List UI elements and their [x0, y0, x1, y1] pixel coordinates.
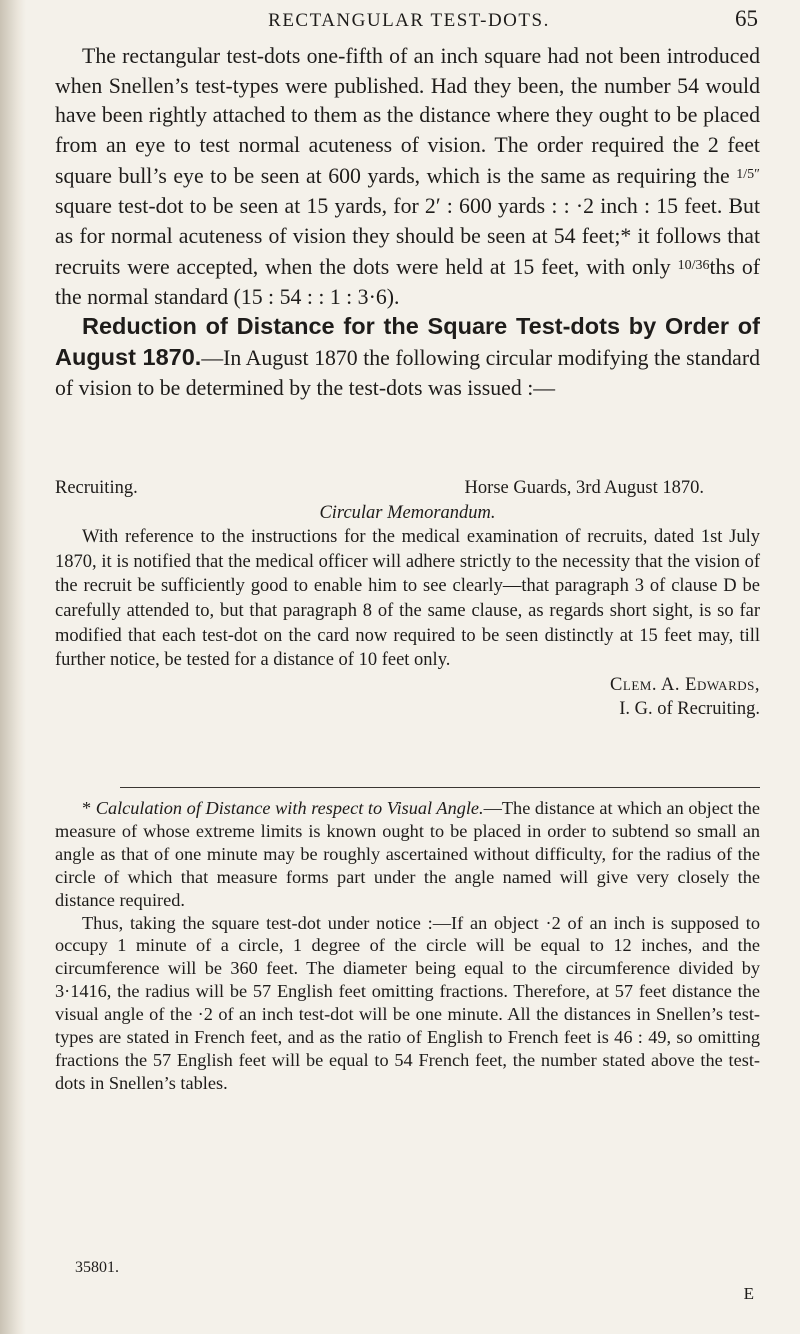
circular-memorandum — [55, 476, 760, 722]
gathering-letter: E — [743, 1284, 754, 1303]
running-head-title: RECTANGULAR TEST-DOTS. — [268, 10, 550, 31]
footnote-text-1: —The distance at which an object the measure of whose extreme limits is known ought to be placed in order to subtend so small an angle as that of one minute may be roughly ascertained without difficulty, for the radius of the circle of which that measure forms part under the angle named will give very closely the distance required. — [55, 798, 760, 910]
running-head — [60, 6, 758, 36]
para2-text: —In August 1870 the following circular modifying the standard of vision to be determined by the test-dots was issued :— — [55, 345, 760, 400]
main-text — [55, 42, 760, 403]
memo-signature-title: I. G. of Recruiting. — [619, 699, 760, 720]
printer-signature-number: 35801. — [75, 1259, 119, 1276]
fraction-fifth-inch: 1/5″ — [736, 167, 760, 183]
section-heading: Reduction of Distance for the Square Test-dots by Order of August 1870. — [55, 313, 760, 370]
footnote-marker: * — [82, 798, 96, 818]
footnote — [55, 797, 760, 1095]
page-number: 65 — [735, 6, 758, 31]
para1-text-c: ths of the normal standard (15 : 54 : : 1 : 3·6). — [55, 255, 761, 309]
memo-department: Recruiting. — [55, 478, 138, 498]
fraction-ten-thirtysixths: 10/36 — [677, 258, 710, 274]
page-footer — [75, 1259, 760, 1309]
memo-place-date: Horse Guards, 3rd August 1870. — [464, 478, 704, 498]
footnote-divider — [120, 787, 760, 788]
footnote-paragraph-1 — [55, 797, 760, 912]
memo-signature-name: Clem. A. Edwards, — [610, 674, 760, 695]
memo-subtitle: Circular Memorandum. — [319, 502, 496, 523]
footnote-title: Calculation of Distance with respect to Visual Angle. — [95, 798, 484, 818]
memo-header — [55, 476, 760, 501]
paragraph-rectangular-test-dots — [55, 42, 760, 312]
para1-text-b: square test-dot to be seen at 15 yards, for 2′ : 600 yards : : ·2 inch : 15 feet. But as for normal acuteness of vision they should be seen at 54 feet;* it follows that recruits were accepted, when the dots were held at 15 feet, with only — [55, 193, 760, 280]
memo-body: With reference to the instructions for the medical examination of recruits, dated 1st July 1870, it is notified that the medical officer will adhere strictly to the necessity that the vision of the recruit be sufficiently good to enable him to see clearly—that paragraph 3 of clause D be carefully attended to, but that paragraph 8 of the same clause, as regards short sight, is so far modified that each test-dot on the card now required to be seen distinctly at 15 feet may, till further notice, be tested for a distance of 10 feet only. — [55, 527, 760, 671]
page-binding-shadow — [0, 0, 26, 1334]
footnote-paragraph-2: Thus, taking the square test-dot under notice :—If an object ·2 of an inch is supposed to occupy 1 minute of a circle, 1 degree of the circle will be equal to 12 inches, and the circumference will be 360 feet. The diameter being equal to the circumference divided by 3·1416, the radius will be 57 English feet omitting fractions. Therefore, at 57 feet distance the visual angle of the ·2 of an inch test-dot will be one minute. All the distances in Snellen’s test-types are stated in French feet, and as the ratio of English to French feet is 46 : 49, so omitting fractions the 57 English feet will be equal to 54 French feet, the number stated above the test-dots in Snellen’s tables. — [55, 912, 760, 1093]
paragraph-reduction-of-distance — [55, 312, 760, 403]
para1-text-a: The rectangular test-dots one-fifth of an inch square had not been introduced when Snellen’s test-types were published. Had they been, the number 54 would have been rightly attached to them as the distance where they ought to be placed from an eye to test normal acuteness of vision. The order required the 2 feet square bull’s eye to be seen at 600 yards, which is the same as requiring the — [55, 44, 760, 189]
